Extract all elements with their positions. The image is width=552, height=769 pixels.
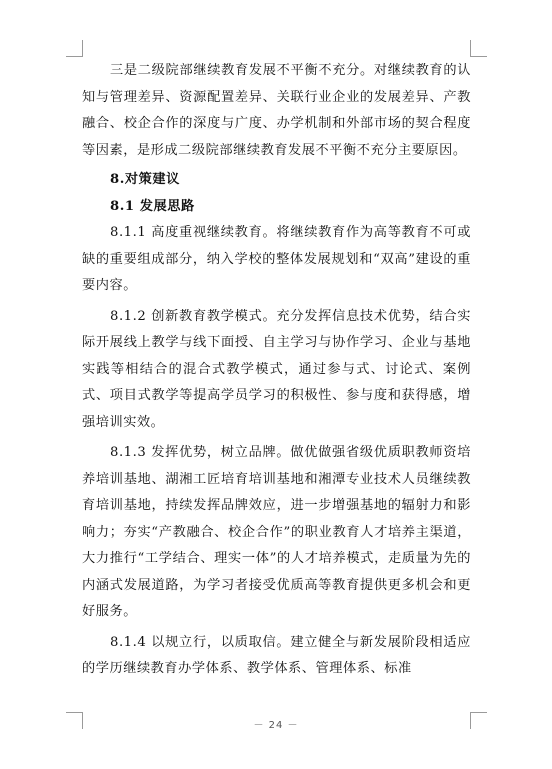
subsection-heading-development: 8.1 发展思路 [110, 198, 195, 214]
section-heading-countermeasures: 8.对策建议 [110, 172, 180, 187]
crop-mark-top-right [470, 40, 487, 57]
paragraph-8-1-3: 8.1.3 发挥优势，树立品牌。做优做强省级优质职教师资培养培训基地、湖湘工匠培育培训基地和湘潭专业技术人员继续教育培训基地，持续发挥品牌效应，进一步增强基地的辐射力和影响力；夯实“产教融合、校企合作”的职业教育人才培养主渠道，大力推行“工学结合、理实一体”的人才培养模式，走质量为先的内涵式发展道路，为学习者接受优质高等教育提供更多机会和更好服务。 [82, 445, 471, 619]
paragraph-imbalance: 三是二级院部继续教育发展不平衡不充分。对继续教育的认知与管理差异、资源配置差异、关联行业企业的发展差异、产教融合、校企合作的深度与广度、办学机制和外部市场的契合程度等因素，是形成二级院部继续教育发展不平衡不充分主要原因。 [82, 63, 471, 158]
crop-mark-top-left [66, 40, 83, 57]
paragraph-8-1-2: 8.1.2 创新教育教学模式。充分发挥信息技术优势，结合实际开展线上教学与线下面授、自主学习与协作学习、企业与基地实践等相结合的混合式教学模式，通过参与式、讨论式、案例式、项目式教学等提高学员学习的积极性、参与度和获得感，增强培训实效。 [82, 308, 471, 430]
page-number: － 24 － [253, 720, 299, 731]
paragraph-8-1-4: 8.1.4 以规立行，以质取信。建立健全与新发展阶段相适应的学历继续教育办学体系、教学体系、管理体系、标准 [82, 634, 471, 676]
document-body [82, 58, 471, 683]
paragraph-8-1-1: 8.1.1 高度重视继续教育。将继续教育作为高等教育不可或缺的重要组成部分，纳入学校的整体发展规划和“双高”建设的重要内容。 [82, 225, 471, 293]
